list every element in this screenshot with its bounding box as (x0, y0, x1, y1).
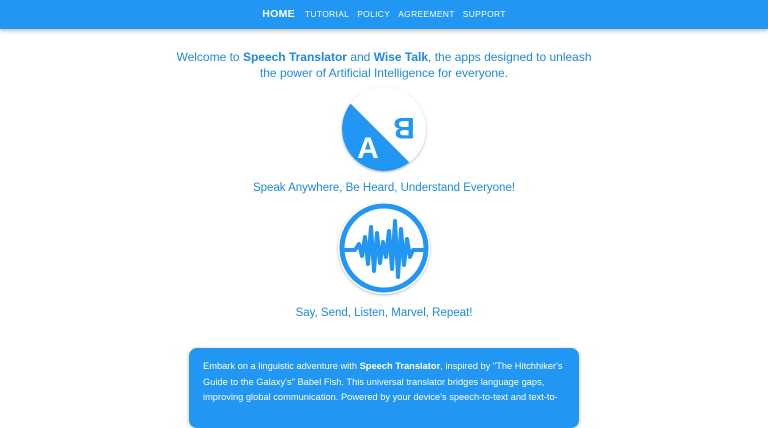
app-name-speech-translator: Speech Translator (242, 50, 347, 64)
description-card (189, 348, 579, 428)
tagline-wise-talk: Say, Send, Listen, Marvel, Repeat! (295, 307, 473, 319)
nav-support[interactable]: SUPPORT (462, 9, 506, 19)
nav-agreement[interactable]: AGREEMENT (398, 9, 455, 19)
card-text-after: , inspired by "The Hitchhiker's Guide to the Galaxy's" Babel Fish. This universal translator bridges language gaps, improving global communication. Powered by your device's speech-to-text and text-to- (203, 361, 563, 402)
nav-tutorial[interactable]: TUTORIAL (304, 9, 350, 19)
intro-suffix: , the apps designed to unleash (428, 50, 592, 64)
nav-home[interactable]: HOME (262, 8, 295, 20)
top-navbar (0, 0, 768, 29)
card-app-name: Speech Translator (359, 361, 441, 371)
card-text-before: Embark on a linguistic adventure with (203, 361, 360, 371)
tagline-speech-translator: Speak Anywhere, Be Heard, Understand Everyone! (252, 182, 516, 194)
nav-policy[interactable]: POLICY (357, 9, 391, 19)
intro-text (0, 49, 768, 81)
intro-prefix: Welcome to (176, 50, 243, 64)
intro-line-1 (0, 49, 768, 65)
letter-b: B (393, 111, 415, 144)
sound-wave-icon (335, 199, 433, 297)
translate-ab-icon (340, 85, 428, 173)
app-name-wise-talk: Wise Talk (373, 50, 429, 64)
letter-a: A (357, 132, 379, 165)
intro-and: and (346, 50, 374, 64)
intro-line-2: the power of Artificial Intelligence for everyone. (259, 66, 509, 80)
